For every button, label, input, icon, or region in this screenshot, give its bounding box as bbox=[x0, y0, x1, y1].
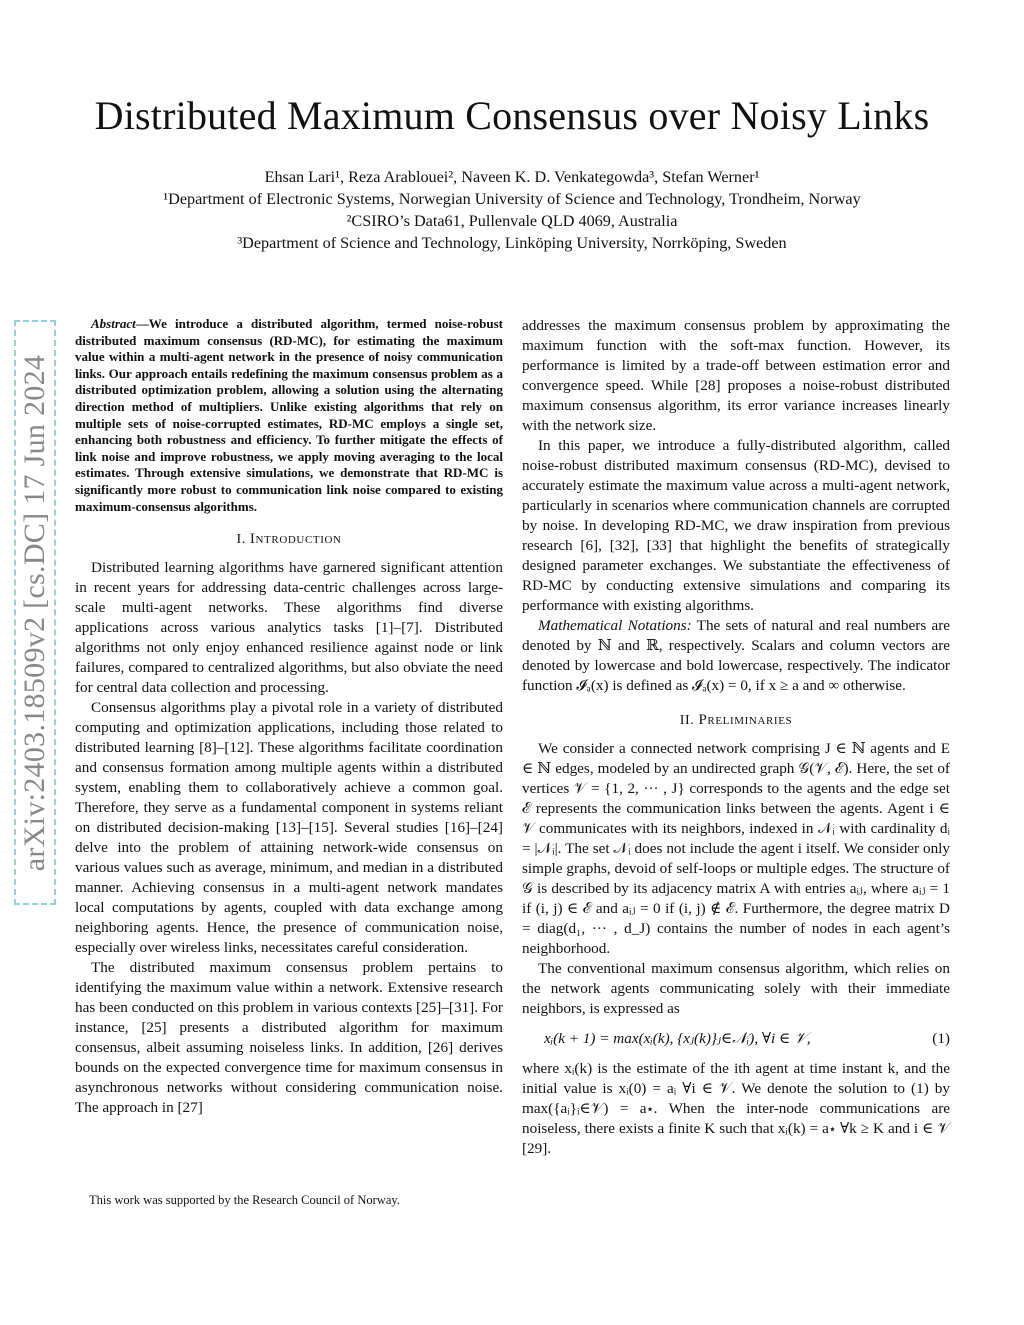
arxiv-stamp[interactable] bbox=[14, 320, 56, 905]
prelim-paragraph-2: The conventional maximum consensus algorithm, which relies on the network agents communicating solely with their immediate neighbors, is expressed as bbox=[522, 960, 950, 1017]
abstract bbox=[75, 316, 503, 515]
equation-body: xᵢ(k + 1) = max(xᵢ(k), {xⱼ(k)}ⱼ∈𝒩ᵢ), ∀i ∈ 𝒱, bbox=[544, 1030, 811, 1047]
author-block bbox=[0, 166, 1024, 254]
equation-1 bbox=[522, 1029, 950, 1049]
prelim-paragraph-3: where xᵢ(k) is the estimate of the ith agent at time instant k, and the initial value is xᵢ(0) = aᵢ ∀i ∈ 𝒱. We denote the solution to (1) by max({aᵢ}ᵢ∈𝒱) = a⋆. When the inter-node communications are noiseless, there exists a finite K such that xᵢ(k) = a⋆ ∀k ≥ K and i ∈ 𝒱 [29]. bbox=[522, 1060, 950, 1157]
intro-paragraph-2: Consensus algorithms play a pivotal role in a variety of distributed computing and optimization applications, including those related to distributed learning [8]–[12]. These algorithms facilitate coordination and consensus formation among multiple agents within a distributed system, enabling them to collaboratively achieve a common goal. Therefore, they serve as a fundamental component in systems reliant on distributed decision-making [13]–[15]. Several studies [16]–[24] delve into the problem of attaining network-wide consensus on various values such as average, minimum, and median in a distributed manner. Achieving consensus in a multi-agent network mandates local computations by agents, coupled with data exchange among neighboring agents. Hence, the presence of communication noise, especially over wireless links, necessitates careful consideration. bbox=[75, 699, 503, 957]
right-column bbox=[522, 316, 950, 1159]
funding-footnote: This work was supported by the Research Council of Norway. bbox=[89, 1193, 400, 1207]
arxiv-identifier: arXiv:2403.18509v2 [cs.DC] 17 Jun 2024 bbox=[18, 354, 51, 871]
intro-paragraph-1: Distributed learning algorithms have garnered significant attention in recent years for addressing data-centric challenges across large-scale multi-agent networks. These algorithms find diverse applications across various analytics tasks [1]–[7]. Distributed algorithms not only enjoy enhanced resilience against node or link failures, compared to centralized algorithms, but also obviate the need for central data collection and processing. bbox=[75, 559, 503, 697]
notation-lead: Mathematical Notations: bbox=[538, 617, 692, 634]
section-heading-introduction bbox=[75, 529, 503, 550]
author-names: Ehsan Lari¹, Reza Arablouei², Naveen K. D. Venkategowda³, Stefan Werner¹ bbox=[264, 168, 760, 186]
intro-paragraph-4: In this paper, we introduce a fully-distributed algorithm, called noise-robust distributed maximum consensus (RD-MC), devised to accurately estimate the maximum value across a multi-agent network, particularly in scenarios where communication channels are corrupted by noise. In developing RD-MC, we draw inspiration from previous research [6], [32], [33] that highlight the benefits of strategically designed parameter exchanges. We substantiate the effectiveness of RD-MC by conducting extensive simulations and comparing its performance with existing algorithms. bbox=[522, 437, 950, 614]
prelim-paragraph-1: We consider a connected network comprising J ∈ ℕ agents and E ∈ ℕ edges, modeled by an undirected graph 𝒢(𝒱, ℰ). Here, the set of vertices 𝒱 = {1, 2, ··· , J} corresponds to the agents and the edge set ℰ represents the communication links between the agents. Agent i ∈ 𝒱 communicates with its neighbors, indexed in 𝒩ᵢ with cardinality dᵢ = |𝒩ᵢ|. The set 𝒩ᵢ does not include the agent i itself. We consider only simple graphs, devoid of self-loops or multiple edges. The structure of 𝒢 is described by its adjacency matrix A with entries aᵢⱼ, where aᵢⱼ = 1 if (i, j) ∈ ℰ and aᵢⱼ = 0 if (i, j) ∉ ℰ. Furthermore, the degree matrix D = diag(d₁, ··· , d_J) contains the number of nodes in each agent’s neighborhood. bbox=[522, 740, 950, 957]
section-numeral: II. bbox=[679, 713, 695, 728]
equation-number: (1) bbox=[932, 1030, 950, 1047]
intro-paragraph-3-continued: addresses the maximum consensus problem by approximating the maximum function with the soft-max function. However, its performance is limited by a trade-off between estimation error and convergence speed. While [28] proposes a noise-robust distributed maximum consensus algorithm, its error variance increases linearly with the network size. bbox=[522, 317, 950, 434]
notation-text: The sets of natural and real numbers are denoted by ℕ and ℝ, respectively. Scalars and column vectors are denoted by lowercase and bold lowercase, respectively. The indicator function 𝓘ₐ(x) is defined as 𝓘ₐ(x) = 0, if x ≥ a and ∞ otherwise. bbox=[522, 617, 950, 694]
section-title: Introduction bbox=[249, 531, 342, 548]
left-column bbox=[75, 316, 503, 1118]
section-title: Preliminaries bbox=[698, 712, 793, 728]
paper-title: Distributed Maximum Consensus over Noisy Links bbox=[94, 93, 930, 138]
section-numeral: I. bbox=[236, 532, 246, 548]
affiliation-2: ²CSIRO’s Data61, Pullenvale QLD 4069, Australia bbox=[346, 212, 678, 230]
intro-paragraph-3: The distributed maximum consensus problem pertains to identifying the maximum value within a network. Extensive research has been conducted on this problem in various contexts [25]–[31]. For instance, [25] presents a distributed algorithm for maximum consensus, albeit assuming noiseless links. In addition, [26] derives bounds on the expected convergence time for maximum consensus in asynchronous networks without considering communication noise. The approach in [27] bbox=[75, 959, 503, 1117]
abstract-lead: Abstract bbox=[91, 316, 136, 331]
affiliation-3: ³Department of Science and Technology, Linköping University, Norrköping, Sweden bbox=[237, 234, 787, 252]
section-heading-preliminaries bbox=[522, 710, 950, 731]
affiliation-1: ¹Department of Electronic Systems, Norwegian University of Science and Technology, Trondheim, Norway bbox=[163, 190, 861, 208]
abstract-text: —We introduce a distributed algorithm, termed noise-robust distributed maximum consensus (RD-MC), for estimating the maximum value within a multi-agent network in the presence of noisy communication links. Our approach entails redefining the maximum consensus problem as a distributed optimization problem, allowing a solution using the alternating direction method of multipliers. Unlike existing algorithms that rely on multiple sets of noise-corrupted estimates, RD-MC employs a single set, enhancing both robustness and efficiency. To further mitigate the effects of link noise and improve robustness, we apply moving averaging to the local estimates. Through extensive simulations, we demonstrate that RD-MC is significantly more robust to communication link noise compared to existing maximum-consensus algorithms. bbox=[75, 316, 503, 514]
notation-paragraph bbox=[522, 616, 950, 696]
